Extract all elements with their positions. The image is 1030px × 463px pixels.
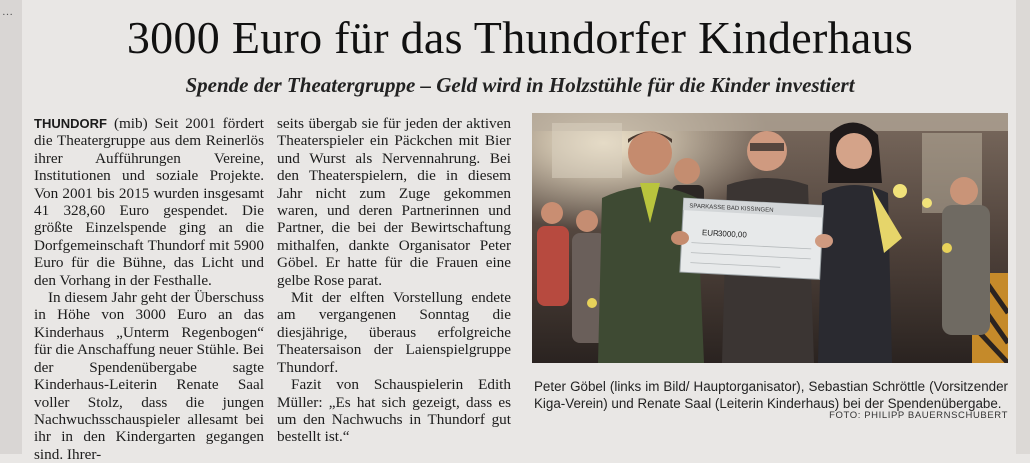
paragraph-3: seits übergab sie für jeden der aktiven Theaterspieler ein Päckchen mit Bier und Wurst als Nervennahrung. Bei den Theaterspielern, die in diesem Jahr nicht zum Zuge gekommen waren, und deren Partnerinnen und Partner, die bei der Bewirtschaftung mithalfen, dankte Organisator Peter Göbel. Er hatte für die Frauen eine gelbe Rose parat. [277,115,511,289]
adjacent-column-right [1016,0,1030,454]
paragraph-1-text: (mib) Seit 2001 fördert die Theatergruppe aus dem Reinerlös ihrer Aufführungen Vereine, Institutionen und soziale Projekte. Von 2001 bis 2015 wurden insgesamt 41 328,60 Euro gespendet. Die größte Einzelspende ging an die Dorfgemeinschaft Thundorf mit 5900 Euro für die Bühne, das Licht und den Vorhang in der Festhalle. [34,115,264,289]
paragraph-5: Fazit von Schauspielerin Edith Müller: „Es hat sich gezeigt, dass es um den Nachwuchs in Thundorf gut bestellt ist.“ [277,376,511,446]
photo-caption: Peter Göbel (links im Bild/ Hauptorganisator), Sebastian Schröttle (Vorsitzender Kiga-Verein) und Renate Saal (Leiterin Kinderhaus) bei der Spendenübergabe. [534,379,1008,411]
photo-illustration [532,113,1008,363]
news-photo [532,113,1008,363]
subheadline: Spende der Theatergruppe – Geld wird in Holzstühle für die Kinder investiert [185,73,855,97]
paragraph-4: Mit der elften Vorstellung endete am vergangenen Sonntag die diesjährige, überaus erfolgreiche Theatersaison der Laienspielgruppe Thundorf. [277,289,511,376]
newspaper-article [24,0,1016,463]
paragraph-2: In diesem Jahr geht der Überschuss in Höhe von 3000 Euro an das Kinderhaus „Unterm Regenbogen“ für die Anschaffung neuer Stühle. Bei der Spendenübergabe sagte Kinderhaus-Leiterin Renate Saal voller Stolz, dass die jungen Nachwuchsschauspieler allesamt bei ihr in den Kindergarten gegangen sind. Ihrer- [34,289,265,463]
check-amount: 3000,00 [717,229,748,240]
photo-credit: FOTO: PHILIPP BAUERNSCHUBERT [829,410,1008,421]
adjacent-column-left: … [0,0,22,454]
paragraph-1 [34,115,264,289]
headline: 3000 Euro für das Thundorfer Kinderhaus [126,12,914,63]
text-column-2 [277,115,511,446]
dateline: THUNDORF [34,116,107,131]
text-column-1 [34,115,264,463]
check-currency: EUR [701,228,720,239]
check-bank-name: SPARKASSE BAD KISSINGEN [689,203,774,214]
